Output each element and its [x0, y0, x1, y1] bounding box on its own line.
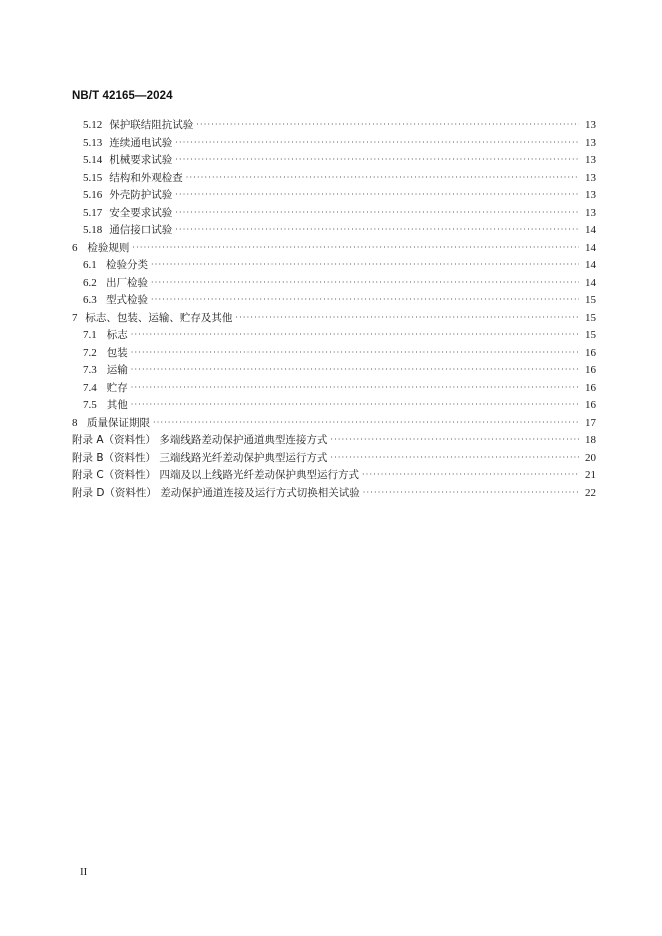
toc-leader-dots	[131, 379, 579, 397]
toc-entry-number: 8	[72, 416, 78, 429]
toc-entry-title: 包装	[106, 346, 128, 359]
toc-entry-number: 6	[72, 241, 78, 254]
toc-entry-title: 质量保证期限	[86, 416, 150, 429]
toc-entry-number: 7.2	[83, 346, 97, 359]
toc-leader-dots	[175, 221, 579, 239]
toc-entry[interactable]	[72, 257, 596, 275]
toc-leader-dots	[131, 344, 579, 362]
toc-entry-title: 检验分类	[105, 259, 148, 271]
toc-entry-number: 5.18	[83, 224, 103, 236]
toc-entry-page: 15	[585, 311, 596, 324]
toc-entry-number: 5.14	[83, 154, 103, 166]
toc-leader-dots	[330, 431, 579, 449]
toc-entry-page: 13	[585, 189, 596, 201]
toc-entry-title: 附录 B（资料性） 三端线路光纤差动保护典型运行方式	[72, 451, 328, 464]
toc-leader-dots	[175, 134, 579, 152]
toc-leader-dots	[330, 449, 579, 467]
toc-entry[interactable]	[72, 467, 596, 485]
toc-entry-page: 20	[585, 451, 596, 464]
toc-entry[interactable]	[72, 205, 596, 223]
toc-entry[interactable]	[72, 275, 596, 293]
toc-leader-dots	[186, 169, 579, 187]
toc-entry-number: 7	[72, 311, 78, 324]
toc-leader-dots	[362, 466, 579, 484]
toc-entry-page: 13	[585, 206, 596, 219]
toc-entry-title: 附录 D（资料性） 差动保护通道连接及运行方式切换相关试验	[72, 486, 360, 499]
toc-entry-title: 附录 C（资料性） 四端及以上线路光纤差动保护典型运行方式	[72, 469, 360, 481]
toc-entry-title: 运输	[106, 364, 128, 376]
toc-leader-dots	[131, 396, 579, 414]
toc-entry[interactable]	[72, 397, 596, 415]
toc-entry-title: 型式检验	[105, 294, 148, 306]
toc-entry-page: 17	[585, 416, 596, 429]
toc-entry-number: 7.3	[83, 364, 97, 376]
toc-entry-title: 其他	[106, 399, 128, 411]
toc-entry-number: 6.2	[83, 276, 97, 289]
toc-entry[interactable]	[72, 415, 596, 433]
toc-entry-number: 7.4	[83, 381, 97, 394]
toc-entry[interactable]	[72, 432, 596, 450]
toc-leader-dots	[175, 151, 579, 169]
toc-leader-dots	[132, 239, 579, 257]
toc-entry-title: 出厂检验	[105, 276, 148, 289]
toc-entry[interactable]	[72, 327, 596, 345]
toc-entry-page: 16	[585, 381, 596, 394]
toc-entry-number: 6.1	[83, 259, 97, 271]
toc-entry-page: 21	[585, 469, 596, 481]
toc-entry[interactable]	[72, 485, 596, 503]
toc-entry-page: 16	[585, 364, 596, 376]
toc-entry-number: 5.16	[83, 189, 103, 201]
toc-leader-dots	[235, 309, 579, 327]
toc-entry-number: 7.5	[83, 399, 97, 411]
toc-leader-dots	[131, 326, 579, 344]
toc-entry[interactable]	[72, 240, 596, 258]
toc-entry-title: 安全要求试验	[109, 206, 173, 219]
toc-entry-title: 通信接口试验	[109, 224, 173, 236]
toc-entry-page: 14	[585, 276, 596, 289]
toc-entry[interactable]	[72, 170, 596, 188]
toc-entry-title: 机械要求试验	[109, 154, 173, 166]
toc-leader-dots	[363, 484, 579, 502]
table-of-contents	[72, 117, 596, 502]
toc-entry[interactable]	[72, 292, 596, 310]
toc-entry-title: 贮存	[106, 381, 128, 394]
toc-entry-title: 保护联结阻抗试验	[109, 119, 194, 131]
toc-leader-dots	[151, 291, 579, 309]
toc-entry-page: 22	[585, 486, 596, 499]
toc-entry-page: 14	[585, 241, 596, 254]
toc-entry-page: 15	[585, 329, 596, 341]
toc-entry[interactable]	[72, 345, 596, 363]
toc-leader-dots	[151, 274, 579, 292]
toc-entry-number: 5.17	[83, 206, 103, 219]
toc-entry-title: 连续通电试验	[109, 136, 173, 149]
toc-entry-page: 18	[585, 434, 596, 446]
toc-entry[interactable]	[72, 310, 596, 328]
toc-entry-number: 5.13	[83, 136, 103, 149]
toc-entry-number: 6.3	[83, 294, 97, 306]
toc-entry[interactable]	[72, 380, 596, 398]
toc-entry-title: 外壳防护试验	[109, 189, 173, 201]
toc-entry-number: 7.1	[83, 329, 97, 341]
toc-entry-page: 16	[585, 399, 596, 411]
toc-leader-dots	[153, 414, 579, 432]
toc-entry-page: 14	[585, 259, 596, 271]
toc-entry-title: 结构和外观检查	[109, 171, 183, 184]
toc-entry[interactable]	[72, 362, 596, 380]
toc-entry[interactable]	[72, 450, 596, 468]
toc-entry-page: 16	[585, 346, 596, 359]
toc-entry[interactable]	[72, 187, 596, 205]
document-code: NB/T 42165—2024	[72, 90, 173, 102]
toc-entry[interactable]	[72, 152, 596, 170]
toc-entry-number: 5.15	[83, 171, 103, 184]
toc-leader-dots	[175, 186, 579, 204]
toc-entry[interactable]	[72, 222, 596, 240]
toc-entry-page: 13	[585, 154, 596, 166]
toc-entry-page: 13	[585, 119, 596, 131]
toc-leader-dots	[151, 256, 579, 274]
toc-entry-page: 14	[585, 224, 596, 236]
toc-entry-title: 检验规则	[87, 241, 130, 254]
toc-entry-title: 标志	[106, 329, 128, 341]
toc-entry-page: 13	[585, 136, 596, 149]
toc-entry-title: 附录 A（资料性） 多端线路差动保护通道典型连接方式	[72, 434, 328, 446]
toc-entry[interactable]	[72, 135, 596, 153]
toc-entry-page: 15	[585, 294, 596, 306]
toc-entry[interactable]	[72, 117, 596, 135]
toc-entry-title: 标志、包装、运输、贮存及其他	[85, 311, 233, 324]
toc-leader-dots	[175, 204, 579, 222]
toc-leader-dots	[196, 116, 579, 134]
toc-entry-page: 13	[585, 171, 596, 184]
toc-entry-number: 5.12	[83, 119, 103, 131]
toc-leader-dots	[131, 361, 579, 379]
page-number: II	[80, 866, 88, 878]
